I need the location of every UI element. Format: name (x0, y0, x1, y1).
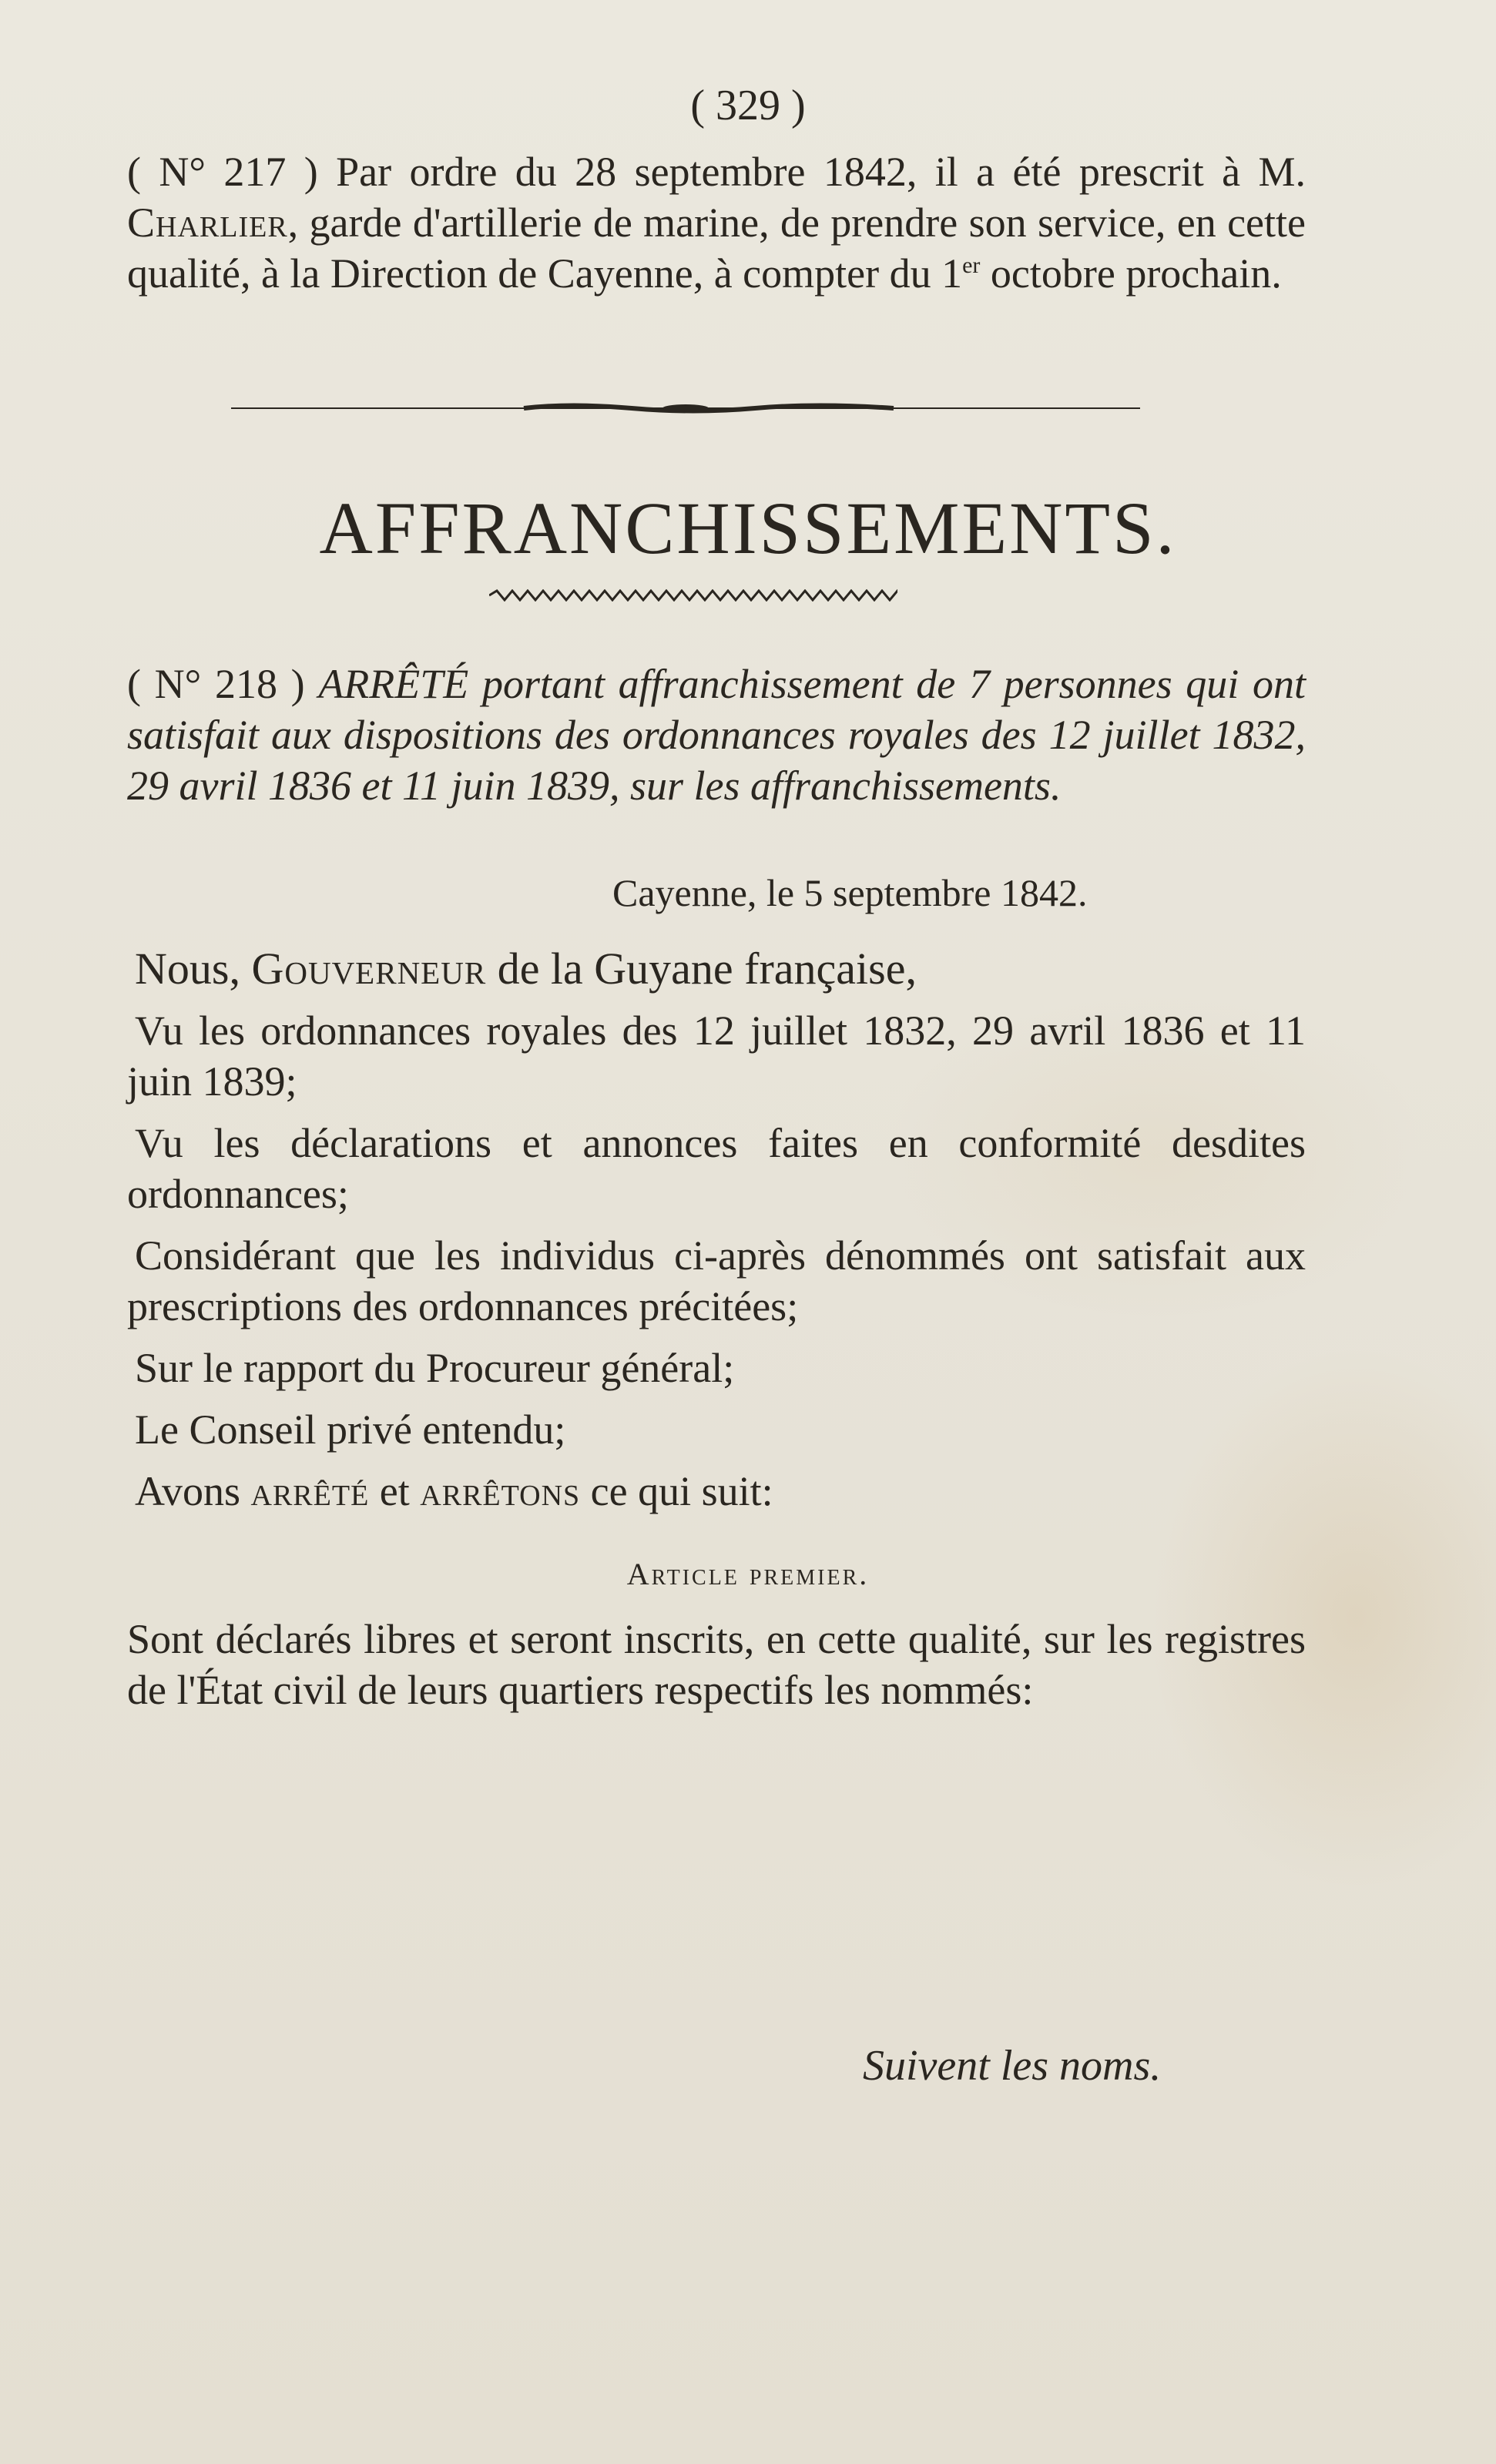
entry-217-name: Charlier (127, 199, 288, 246)
arrete-word: arrêté (250, 1468, 370, 1514)
arretons-word: arrêtons (420, 1468, 581, 1514)
page-number: ( 329 ) (690, 82, 806, 129)
conseil-prive: Le Conseil privé entendu; (135, 1406, 566, 1453)
article-text: Sont déclarés libres et seront inscrits, en cette qualité, sur les registres de l'État civil de leurs quartiers respectifs les nommés: (127, 1616, 1306, 1713)
governor-title: Gouverneur (251, 944, 487, 994)
avons-arrete (127, 1466, 1306, 1517)
entry-217-text-middle: , garde d'artillerie de marine, de prendre son service, en cette qualité, à la Direction de Cayenne, à compter du 1 (127, 199, 1306, 297)
avons-suffix: ce qui suit: (580, 1468, 773, 1514)
vu-ordonnances: Vu les ordonnances royales des 12 juillet 1832, 29 avril 1836 et 11 juin 1839; (127, 1007, 1306, 1105)
sur-le-rapport: Sur le rapport du Procureur général; (135, 1345, 735, 1391)
et-word: et (369, 1468, 421, 1514)
place-date: Cayenne, le 5 septembre 1842. (612, 871, 1088, 914)
section-title: AFFRANCHISSEMENTS. (319, 487, 1177, 569)
closing-line: Suivent les noms. (863, 2042, 1162, 2090)
entry-218-number: ( N° 218 ) (127, 661, 305, 707)
avons-prefix: Avons (135, 1468, 241, 1514)
governor-suffix: de la Guyane française, (486, 944, 917, 994)
governor-line (127, 944, 1306, 994)
entry-218-title: ARRÊTÉ portant affranchissement de 7 personnes qui ont satisfait aux dispositions des ordonnances royales des 12 juillet 1832, 29 avril 1836 et 11 juin 1839, sur les affranchissements. (127, 661, 1306, 809)
article-heading: Article premier. (626, 1557, 870, 1591)
vu-declarations: Vu les déclarations et annonces faites en conformité desdites ordonnances; (127, 1120, 1306, 1217)
entry-218 (127, 659, 1306, 811)
decree-body (127, 944, 1306, 1527)
ornamental-rule (231, 401, 1140, 416)
governor-prefix: Nous, (135, 944, 240, 994)
entry-217-number: ( N° 217 ) (127, 149, 318, 195)
considerant: Considérant que les individus ci-après dénommés ont satisfait aux prescriptions des ordonnances précitées; (127, 1232, 1306, 1329)
entry-217 (127, 146, 1306, 299)
wavy-divider (489, 589, 897, 602)
entry-217-ordinal: er (962, 253, 981, 278)
entry-217-text-start: Par ordre du 28 septembre 1842, il a été prescrit à M. (336, 149, 1306, 195)
entry-217-text-end: octobre prochain. (980, 250, 1282, 297)
